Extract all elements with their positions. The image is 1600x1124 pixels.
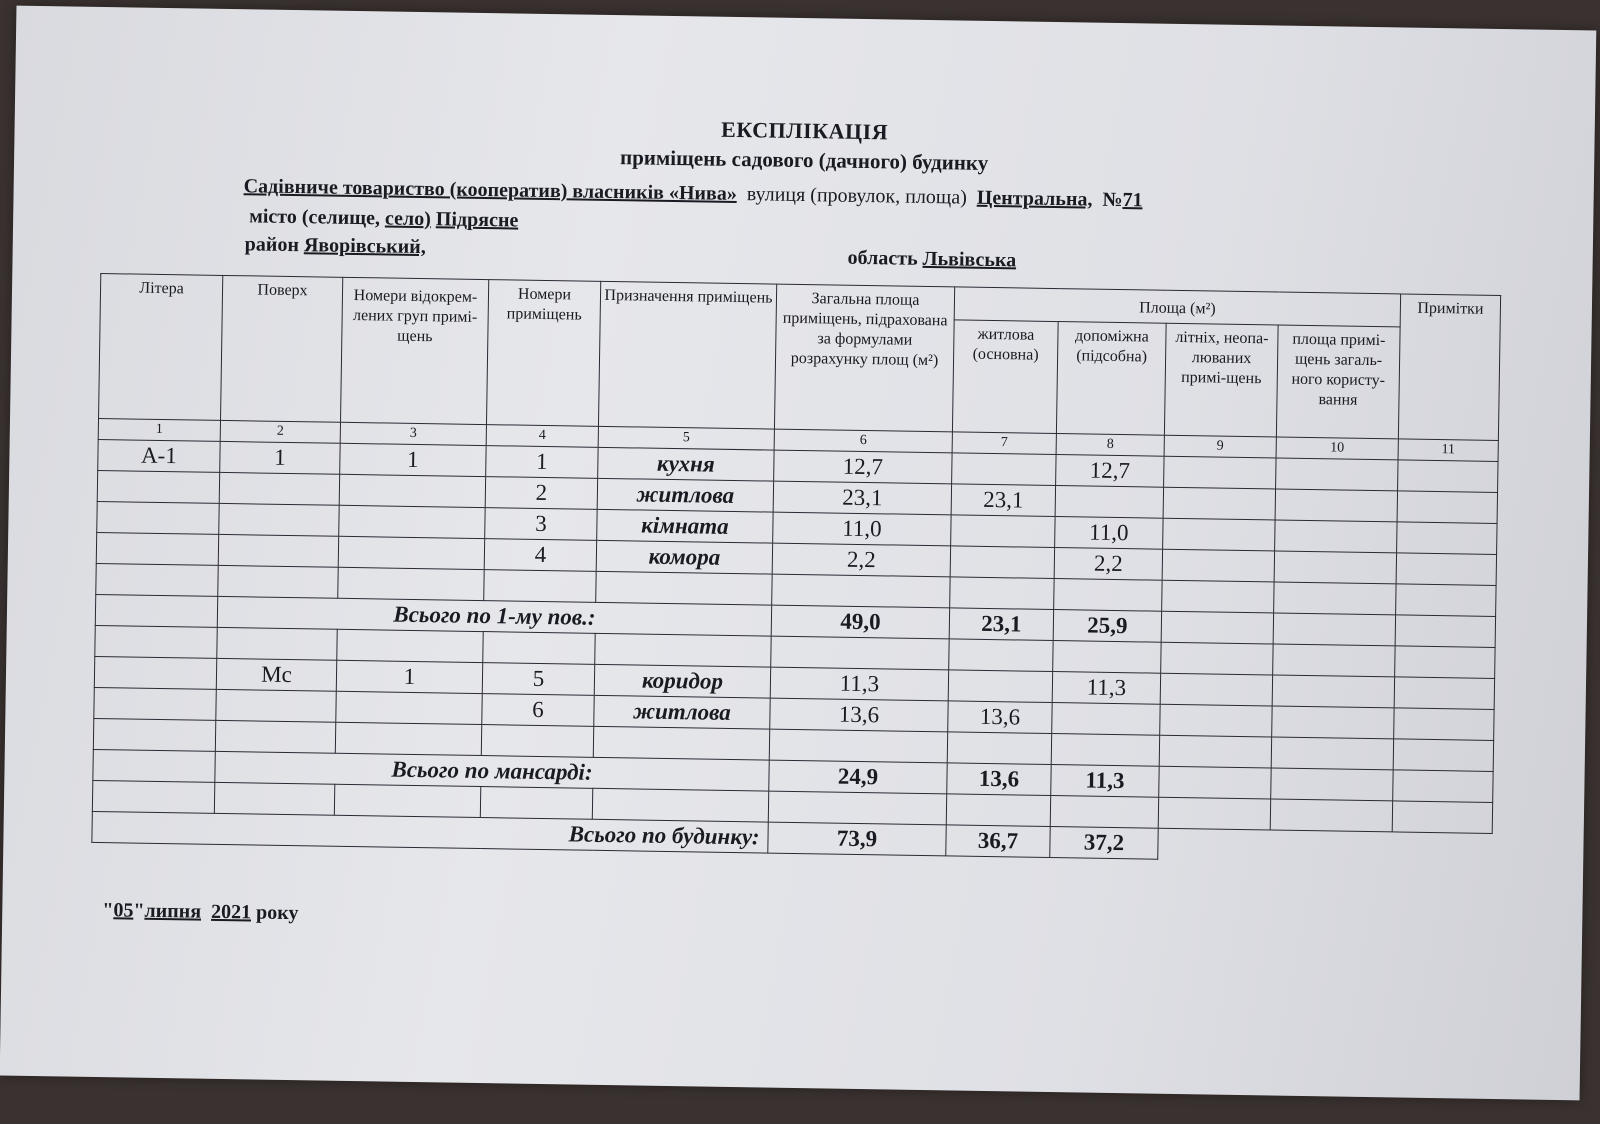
cell-living (950, 546, 1054, 579)
cell-room: 3 (485, 508, 597, 541)
cell-aux: 12,7 (1056, 455, 1164, 488)
cell-litera: А-1 (98, 439, 220, 472)
number-prefix: № (1102, 188, 1123, 212)
cell-room: 1 (486, 446, 598, 479)
cell-room: 2 (485, 477, 597, 510)
cell-room: 6 (482, 694, 594, 727)
header-notes: Примітки (1398, 294, 1500, 441)
cell-room: 5 (482, 663, 594, 696)
column-number: 6 (774, 429, 952, 453)
document-subtitle: приміщень садового (дачного) будинку (619, 145, 989, 175)
district-name: Яворівський, (303, 234, 426, 259)
cell-room: 4 (484, 539, 596, 572)
header-summer: літніх, неопа-люваних примі-щень (1164, 323, 1278, 437)
date-day: 05 (113, 899, 134, 922)
total-house-area: 73,9 (768, 822, 946, 856)
header-litera: Літера (99, 274, 223, 421)
cell-aux: 11,3 (1052, 672, 1160, 705)
cell-total: 11,3 (770, 667, 948, 701)
cell-total: 11,0 (773, 512, 951, 546)
total-attic-aux: 11,3 (1051, 765, 1159, 798)
date-suffix: року (255, 901, 299, 925)
column-number: 1 (98, 418, 220, 441)
header-rooms: Номери приміщень (486, 280, 600, 427)
cell-total: 23,1 (773, 481, 951, 515)
column-number: 7 (952, 432, 1056, 455)
cell-aux: 2,2 (1054, 548, 1162, 581)
cell-living (952, 453, 1056, 486)
header-total-area: Загальна площа приміщень, підрахована за формулами розрахунку площ (м²) (774, 284, 954, 432)
cell-living: 13,6 (948, 701, 1052, 734)
region-name: Львівська (922, 247, 1017, 272)
column-number: 5 (598, 426, 774, 450)
total-floor1-area: 49,0 (771, 605, 949, 639)
cell-group: 1 (340, 443, 486, 476)
cell-litera (97, 501, 219, 534)
city-label: місто (селище, (249, 205, 381, 230)
total-floor1-aux: 25,9 (1053, 610, 1161, 643)
document-sheet (0, 6, 1596, 1101)
header-living: житлова (основна) (952, 320, 1058, 434)
cell-group (338, 536, 484, 569)
cell-aux (1055, 486, 1163, 519)
cell-litera (97, 470, 219, 503)
cell-group: 1 (336, 660, 482, 693)
column-number: 2 (220, 420, 340, 443)
cell-litera (96, 532, 218, 565)
header-auxiliary: допоміжна (підсобна) (1056, 322, 1166, 436)
total-label-attic: Всього по мансарді: (215, 751, 769, 791)
header-common: площа примі-щень загаль-ного користу-вання (1276, 325, 1400, 439)
cell-group (336, 691, 482, 724)
header-area-group: Площа (м²) (954, 287, 1401, 327)
cell-floor (216, 689, 336, 722)
cell-purpose: кімната (597, 509, 773, 543)
cell-floor: 1 (220, 441, 340, 474)
cell-floor (219, 472, 339, 505)
cell-total: 13,6 (770, 698, 948, 732)
cell-living: 23,1 (951, 484, 1055, 517)
cell-purpose: житлова (594, 695, 770, 729)
city-type: село) (384, 207, 432, 231)
street-name: Центральна, (976, 186, 1093, 211)
cell-purpose: кухня (598, 447, 774, 481)
total-attic-area: 24,9 (769, 760, 947, 794)
society-name: Садівниче товариство (кооператив) власників «Нива» (243, 175, 737, 205)
cell-group (339, 474, 485, 507)
total-label-house: Всього по будинку: (92, 811, 768, 853)
cell-litera (94, 687, 216, 720)
total-house-aux: 37,2 (1050, 826, 1158, 859)
document-date: "05"липня 2021 року (102, 899, 299, 925)
cell-living (951, 515, 1055, 548)
region-line (847, 247, 1016, 273)
street-label: вулиця (провулок, площа) (746, 183, 967, 209)
date-month: липня (144, 899, 202, 923)
house-number: 71 (1122, 189, 1143, 212)
address-line-2 (249, 205, 518, 232)
cell-purpose: житлова (597, 478, 773, 512)
column-number: 4 (486, 425, 598, 448)
cell-total: 2,2 (772, 543, 950, 577)
total-floor1-living: 23,1 (949, 608, 1053, 641)
total-attic-living: 13,6 (947, 763, 1051, 796)
column-number: 9 (1164, 435, 1276, 458)
district-label: район (244, 233, 300, 257)
explication-table (91, 273, 1501, 865)
column-number: 10 (1276, 437, 1398, 460)
cell-total: 12,7 (774, 450, 952, 484)
column-number: 8 (1056, 434, 1164, 457)
cell-group (339, 505, 485, 538)
column-number: 11 (1398, 439, 1498, 462)
header-groups: Номери відокрем-лених груп примі-щень (340, 277, 488, 424)
region-label: область (847, 246, 918, 270)
column-number: 3 (340, 422, 486, 445)
cell-purpose: коридор (594, 664, 770, 698)
city-name: Підрясне (435, 208, 519, 232)
total-label-floor1: Всього по 1-му пов.: (217, 596, 771, 636)
cell-aux: 11,0 (1055, 517, 1163, 550)
cell-floor (218, 534, 338, 567)
cell-purpose: комора (596, 540, 772, 574)
cell-living (948, 670, 1052, 703)
header-purpose: Призначення приміщень (598, 281, 776, 429)
total-house-living: 36,7 (946, 825, 1050, 858)
header-floor: Поверх (221, 275, 343, 422)
cell-litera (94, 656, 216, 689)
cell-floor (219, 503, 339, 536)
cell-floor: Мс (216, 658, 336, 691)
date-year: 2021 (210, 900, 252, 924)
cell-aux (1052, 703, 1160, 736)
document-title: ЕКСПЛІКАЦІЯ (720, 116, 889, 145)
address-line-3 (245, 233, 426, 259)
